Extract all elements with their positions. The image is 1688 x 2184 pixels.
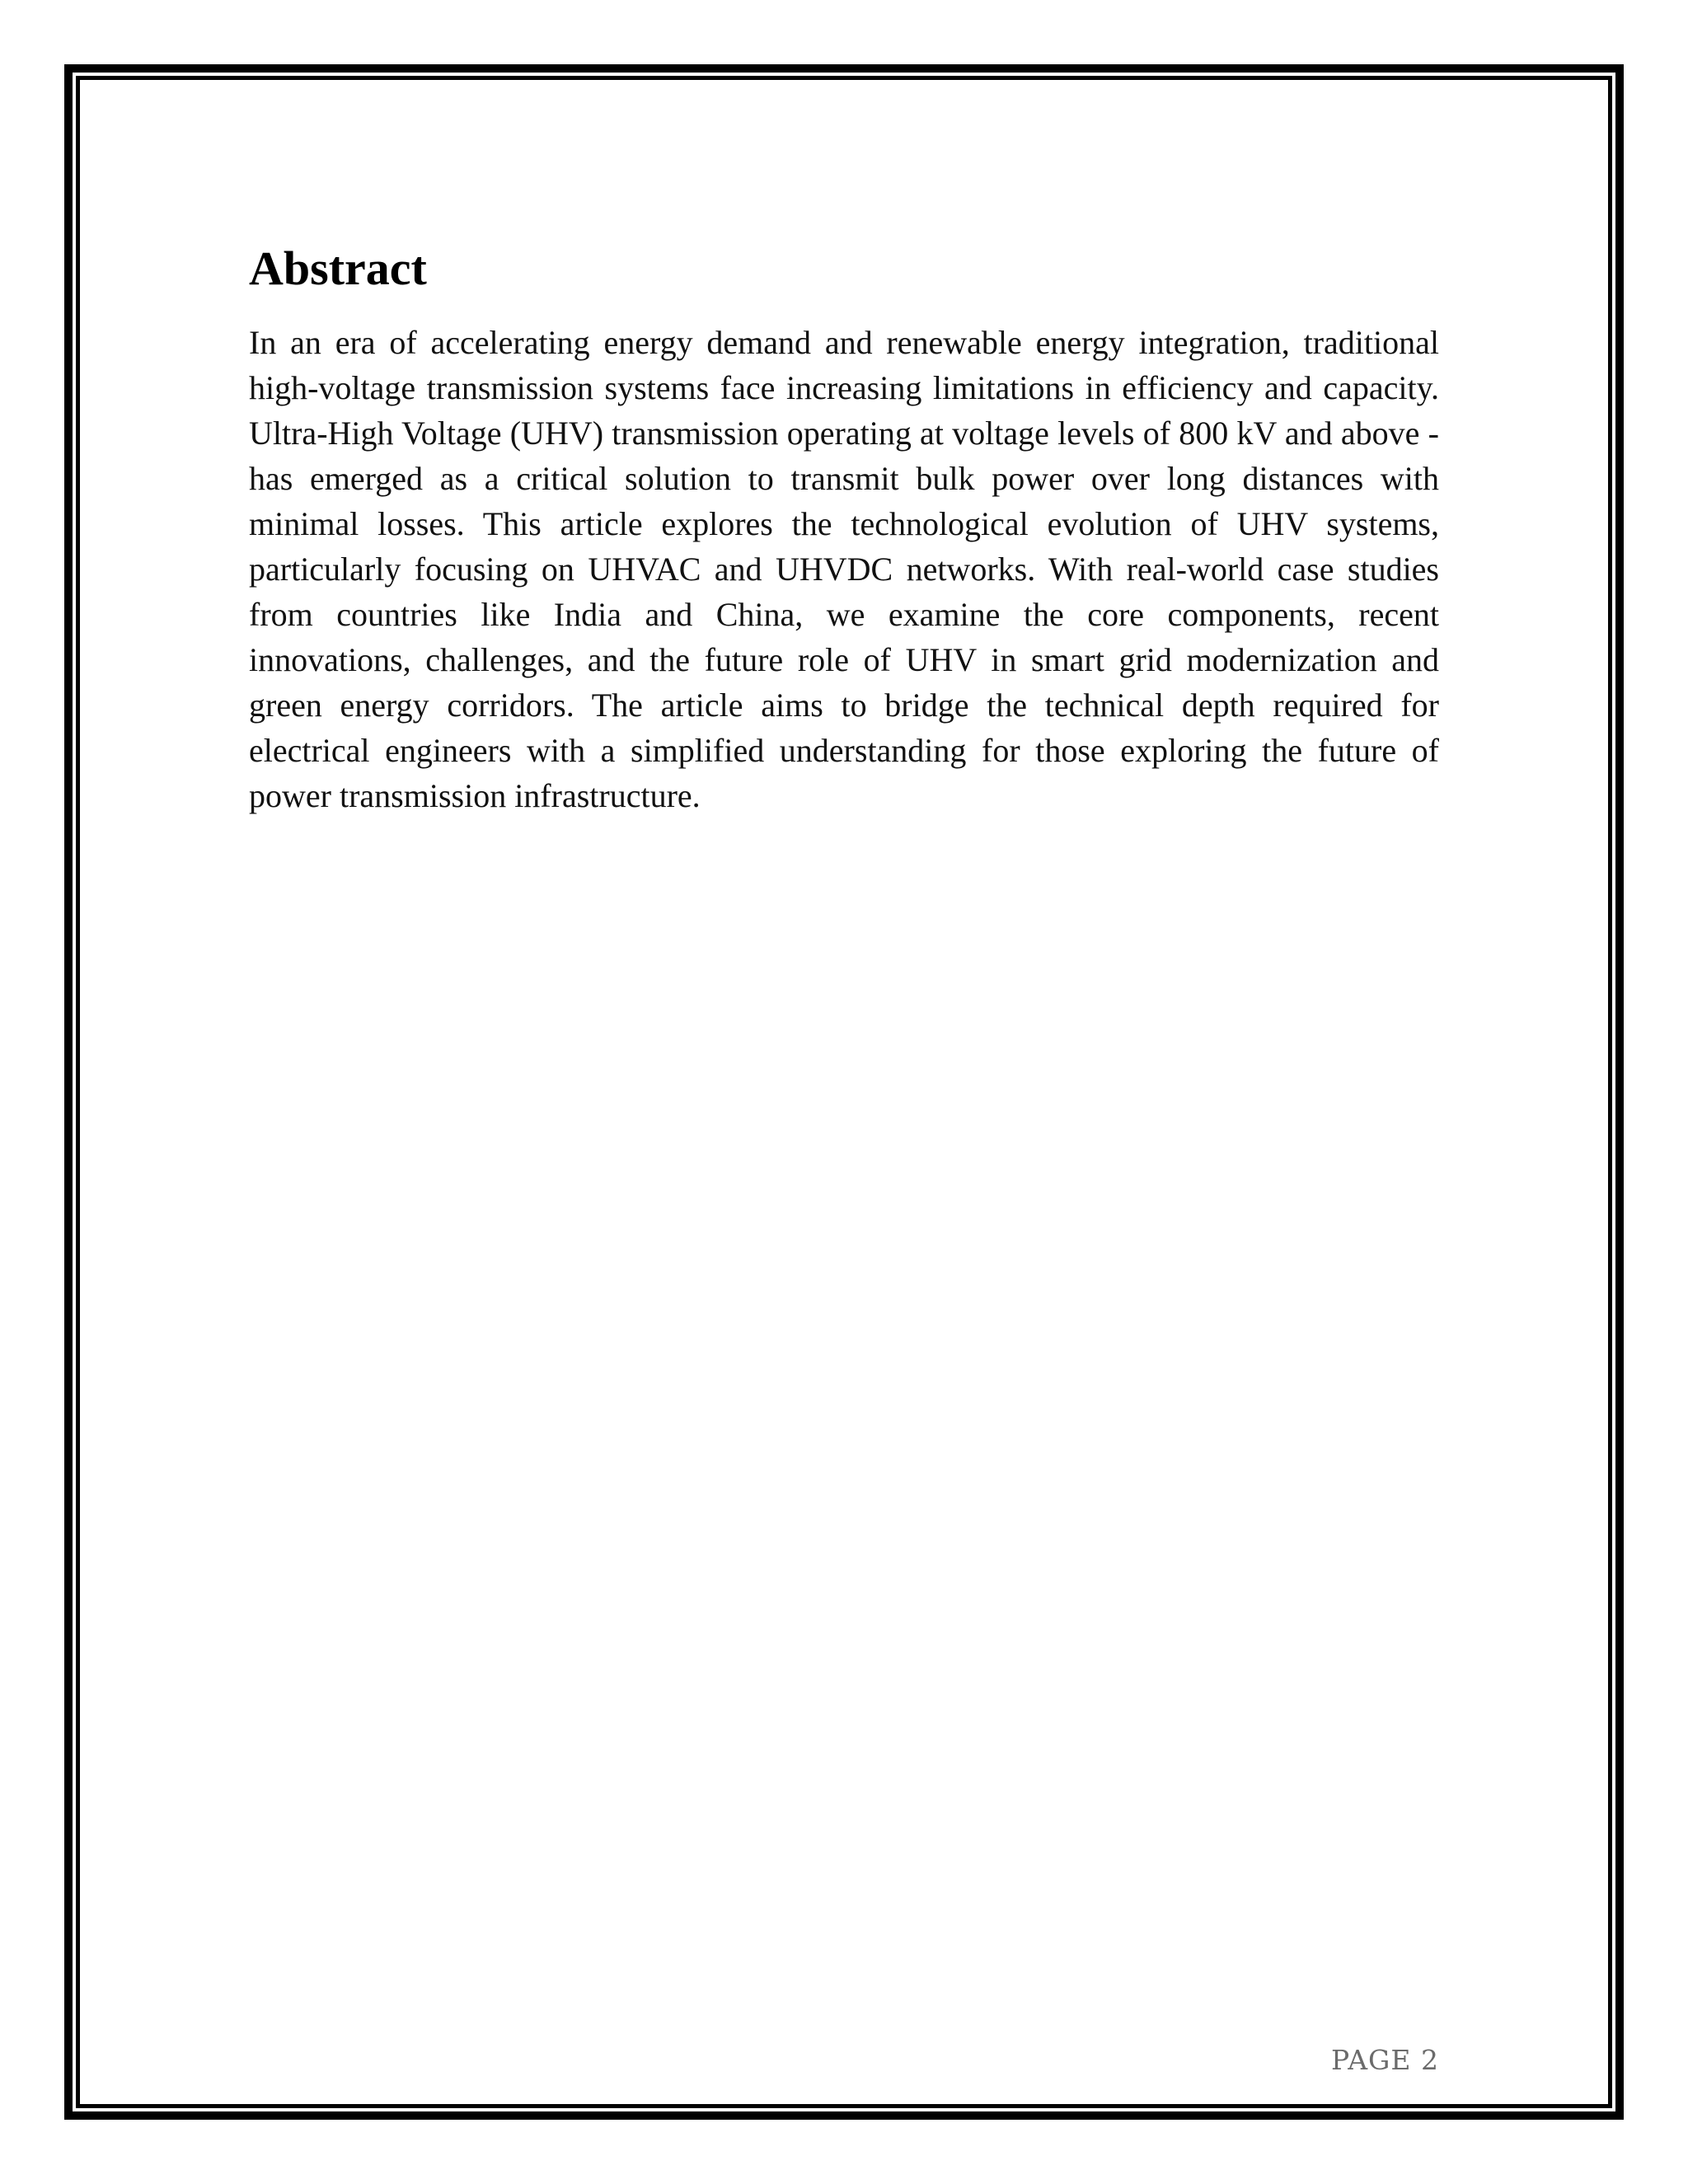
section-heading: Abstract xyxy=(249,241,427,295)
abstract-section xyxy=(249,239,1439,818)
abstract-paragraph: In an era of accelerating energy demand and renewable energy integration, traditional high-voltage transmission systems face increasing limitations in efficiency and capacity. Ultra-High Voltage (UHV) transmission operating at voltage levels of 800 kV and above - has emerged as a critical solution to transmit bulk power over long distances with minimal losses. This article explores the technological evolution of UHV systems, particularly focusing on UHVAC and UHVDC networks. With real-world case studies from countries like India and China, we examine the core components, recent innovations, challenges, and the future role of UHV in smart grid modernization and green energy corridors. The article aims to bridge the technical depth required for electrical engineers with a simplified understanding for those exploring the future of power transmission infrastructure. xyxy=(249,324,1439,814)
page-number: PAGE 2 xyxy=(1331,2044,1439,2076)
